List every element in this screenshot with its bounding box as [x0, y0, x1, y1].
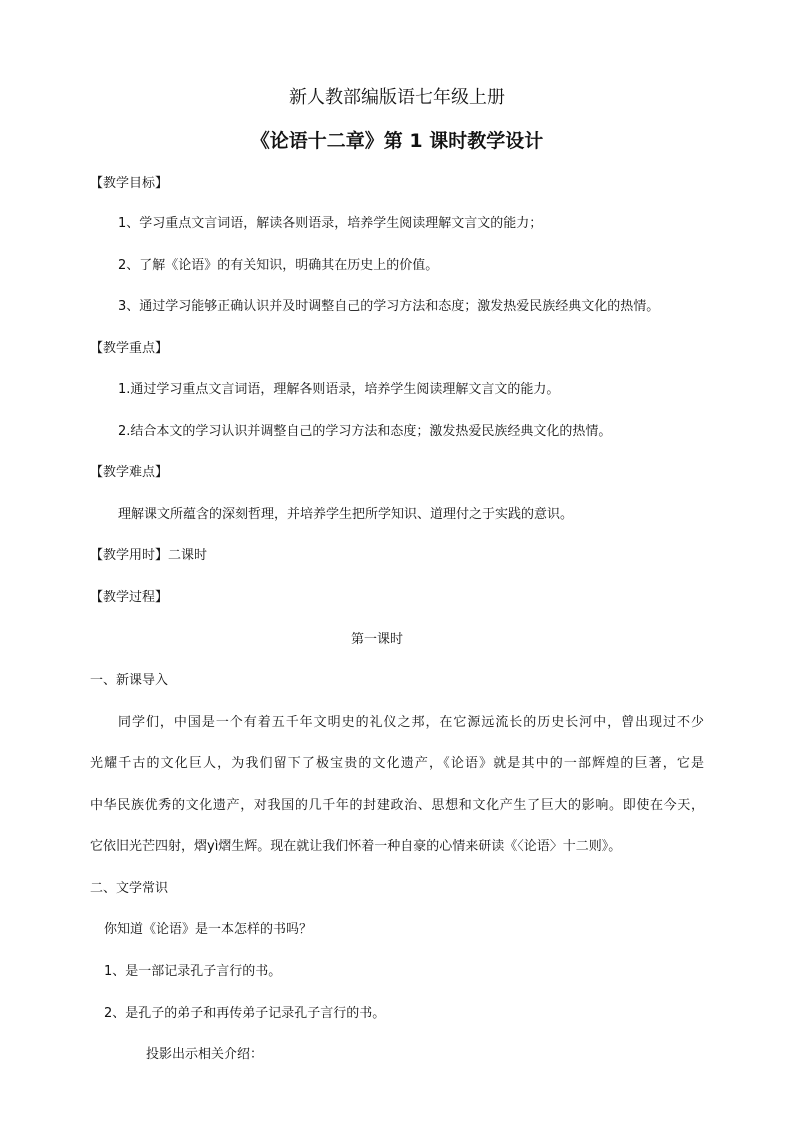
objective-item: 2、了解《论语》的有关知识，明确其在历史上的价值。: [118, 258, 439, 273]
question-text: 你知道《论语》是一本怎样的书吗？: [104, 922, 313, 937]
answer-item: 1、是一部记录孔子言行的书。: [104, 964, 282, 979]
lesson-label: 第一课时: [350, 632, 403, 647]
projection-note: 投影出示相关介绍：: [146, 1047, 264, 1062]
difficulty-text: 理解课文所蕴含的深刻哲理，并培养学生把所学知识、道理付之于实践的意识。: [118, 507, 574, 522]
intro-line: 同学们，中国是一个有着五千年文明史的礼仪之邦，在它源远流长的历史长河中，曾出现过不少: [118, 715, 704, 730]
intro-line: 光耀千古的文化巨人，为我们留下了极宝贵的文化遗产，《论语》就是其中的一部辉煌的巨著，它是: [90, 756, 704, 771]
section2-heading: 二、文学常识: [90, 881, 169, 896]
difficulty-heading: 【教学难点】: [90, 465, 169, 480]
intro-line: 它依旧光芒四射，熠yì熠生辉。现在就让我们怀着一种自豪的心情来研读《〈论语〉十二则》。: [90, 839, 622, 854]
time-heading: 【教学用时】二课时: [90, 548, 208, 563]
process-heading: 【教学过程】: [90, 590, 169, 605]
objectives-heading: 【教学目标】: [90, 176, 169, 191]
key-point-item: 2.结合本文的学习认识并调整自己的学习方法和态度；激发热爱民族经典文化的热情。: [118, 424, 612, 439]
document-title: 新人教部编版语七年级上册: [289, 87, 505, 108]
objective-item: 1、学习重点文言词语，解读各则语录，培养学生阅读理解文言文的能力；: [118, 216, 543, 231]
key-point-item: 1.通过学习重点文言词语，理解各则语录，培养学生阅读理解文言文的能力。: [118, 382, 560, 397]
answer-item: 2、是孔子的弟子和再传弟子记录孔子言行的书。: [104, 1006, 386, 1021]
key-points-heading: 【教学重点】: [90, 341, 169, 356]
intro-line: 中华民族优秀的文化遗产，对我国的几千年的封建政治、思想和文化产生了巨大的影响。即使在今天，: [90, 798, 704, 813]
section1-heading: 一、新课导入: [90, 673, 169, 688]
document-subtitle: 《论语十二章》第 1 课时教学设计: [250, 130, 544, 152]
objective-item: 3、通过学习能够正确认识并及时调整自己的学习方法和态度；激发热爱民族经典文化的热情。: [118, 299, 660, 314]
